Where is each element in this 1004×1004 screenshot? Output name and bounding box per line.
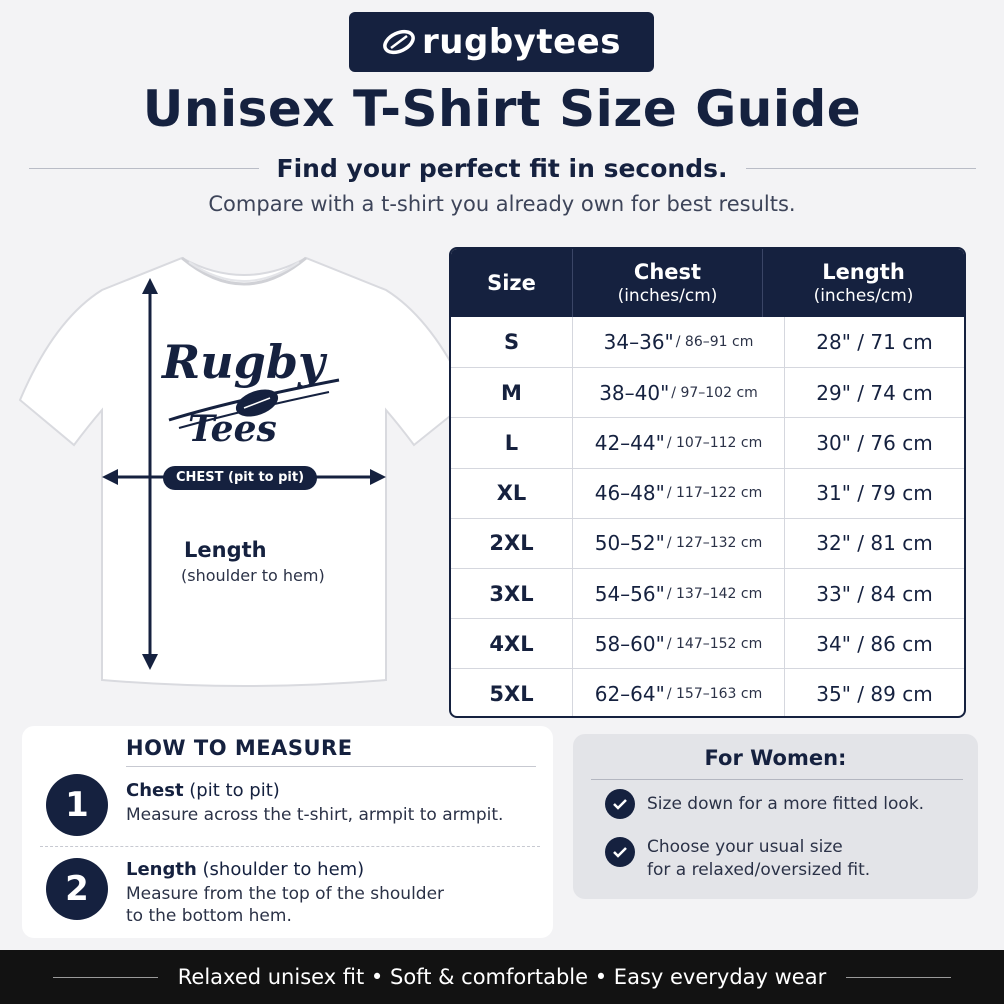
table-row [451,568,964,618]
size-cell: 4XL [451,619,573,668]
check-icon [605,789,635,819]
divider [591,779,963,780]
women-title: For Women: [704,746,847,770]
shirt-logo-text: Rugby [162,335,325,389]
footer-bar [0,950,1004,1004]
step-title: Chest (pit to pit) [126,780,280,801]
size-cell: L [451,418,573,467]
chest-cell: 62–64" / 157–163 cm [573,669,785,718]
chest-cell: 46–48" / 117–122 cm [573,469,785,518]
table-body [451,317,964,718]
size-table [449,247,966,718]
brand-name: rugbytees [422,22,621,62]
divider [29,168,259,169]
table-row [451,618,964,668]
length-cell: 31" / 79 cm [816,481,933,506]
table-row [451,668,964,718]
step-number-badge: 1 [46,774,108,836]
size-cell: XL [451,469,573,518]
length-cell: 35" / 89 cm [816,681,933,706]
table-row [451,417,964,467]
size-cell: 5XL [451,669,573,718]
footer-text: Relaxed unisex fit • Soft & comfortable • Easy everyday wear [177,965,827,989]
women-tip: Size down for a more fitted look. [647,794,925,814]
shirt-logo-text: Tees [188,408,277,450]
women-fit-panel [573,734,978,899]
step-description: to the bottom hem. [126,906,292,926]
brand-logo [349,12,654,72]
rugby-ball-icon [382,29,416,55]
step-description: Measure from the top of the shoulder [126,884,445,904]
how-to-measure-panel [22,726,553,938]
divider [126,766,536,767]
divider [40,846,540,847]
chest-label: CHEST (pit to pit) [163,466,317,490]
column-header-chest: Chest (inches/cm) [573,249,763,317]
length-cell: 33" / 84 cm [816,581,933,606]
length-cell: 28" / 71 cm [816,330,933,355]
divider [53,977,158,978]
step-number-badge: 2 [46,858,108,920]
women-tip: Choose your usual size [647,837,843,857]
step-title: Length (shoulder to hem) [126,859,365,880]
table-row [451,518,964,568]
page-tagline: Compare with a t-shirt you already own for best results. [208,192,796,216]
length-cell: 32" / 81 cm [816,531,933,556]
page-title: Unisex T-Shirt Size Guide [142,80,862,138]
divider [846,977,951,978]
length-cell: 30" / 76 cm [816,430,933,455]
chest-cell: 58–60" / 147–152 cm [573,619,785,668]
subtitle-row [0,148,1004,188]
size-cell: 3XL [451,569,573,618]
column-header-size: Size [451,249,573,317]
table-row [451,468,964,518]
check-icon [605,837,635,867]
table-row [451,367,964,417]
table-header [451,249,964,317]
length-label: Length [184,538,267,562]
chest-cell: 38–40" / 97–102 cm [573,368,785,417]
size-cell: M [451,368,573,417]
divider [746,168,976,169]
length-sublabel: (shoulder to hem) [181,566,325,585]
chest-cell: 42–44" / 107–112 cm [573,418,785,467]
length-cell: 29" / 74 cm [816,380,933,405]
measure-title: HOW TO MEASURE [126,736,353,760]
size-cell: S [451,317,573,367]
chest-cell: 54–56" / 137–142 cm [573,569,785,618]
size-cell: 2XL [451,519,573,568]
chest-cell: 50–52" / 127–132 cm [573,519,785,568]
chest-cell: 34–36" / 86–91 cm [573,317,785,367]
length-cell: 34" / 86 cm [816,631,933,656]
page-subtitle: Find your perfect fit in seconds. [276,153,728,183]
table-row [451,317,964,367]
women-tip: for a relaxed/oversized fit. [647,860,871,880]
column-header-length: Length (inches/cm) [813,260,914,306]
step-description: Measure across the t-shirt, armpit to armpit. [126,805,504,825]
